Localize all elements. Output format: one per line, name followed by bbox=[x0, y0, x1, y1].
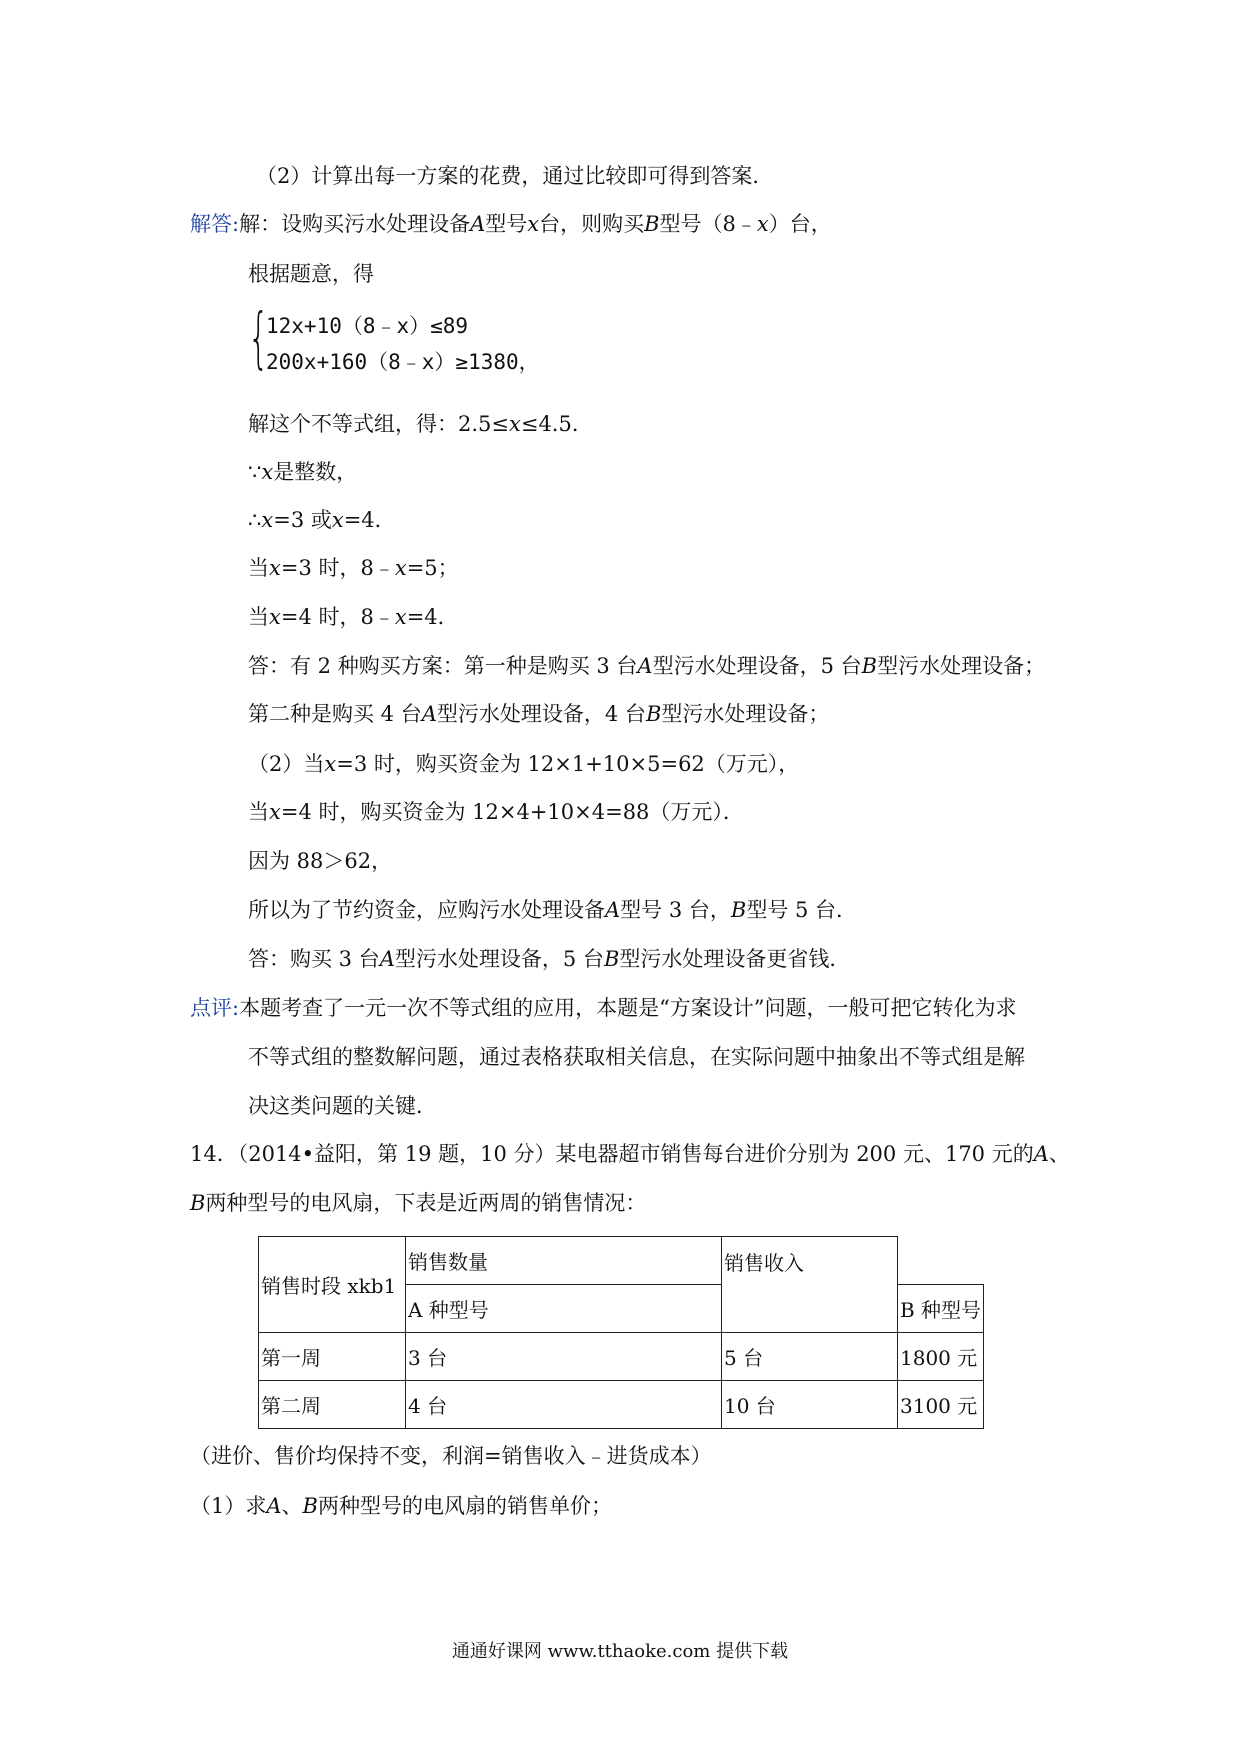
text-span: （2）计算出每一方案的花费，通过比较即可得到答案． bbox=[256, 164, 774, 188]
inequality-1: 12x+10（8﹣x）≤89 bbox=[266, 314, 469, 338]
text-line bbox=[248, 410, 593, 438]
text-span: 型号 3 台， bbox=[620, 898, 731, 922]
question-14-line-2 bbox=[190, 1189, 646, 1217]
math-var: x bbox=[331, 508, 344, 532]
math-var: A bbox=[266, 1494, 282, 1518]
inequality-2 bbox=[266, 348, 540, 376]
text-span: 根据题意，得 bbox=[248, 262, 374, 286]
text-span: =3 或 bbox=[273, 508, 332, 532]
question-14-part-1 bbox=[190, 1492, 612, 1520]
math-var: x bbox=[261, 508, 274, 532]
text-span: 本题考查了一元一次不等式组的应用，本题是“方案设计”问题，一般可把它转化为求 bbox=[239, 996, 1017, 1020]
math-var: x bbox=[394, 605, 407, 629]
text-span: 型号 5 台． bbox=[746, 898, 858, 922]
text-span: 是整数， bbox=[273, 460, 358, 484]
header-cell-period: 销售时段 xkb1 bbox=[259, 1237, 406, 1333]
text-span: 两种型号的电风扇的销售单价； bbox=[317, 1494, 612, 1518]
table-cell: 第一周 bbox=[259, 1333, 406, 1381]
math-var: B bbox=[645, 702, 662, 726]
text-line bbox=[248, 506, 396, 534]
page-footer: 通通好课网 www.tthaoke.com 提供下载 bbox=[451, 1641, 789, 1662]
table-row bbox=[259, 1381, 984, 1429]
math-var: x bbox=[269, 605, 281, 629]
math-var: x bbox=[527, 212, 540, 236]
text-span: ， bbox=[518, 350, 540, 374]
text-span: 型污水处理设备更省钱． bbox=[619, 947, 851, 971]
text-line bbox=[248, 554, 459, 582]
text-span: 台，则购买 bbox=[539, 212, 645, 236]
math-var: x bbox=[509, 412, 521, 436]
text-span: 型污水处理设备，5 台 bbox=[394, 947, 604, 971]
text-span: =4 时，购买资金为 12×4+10×4=88（万元）． bbox=[280, 800, 744, 824]
math-var: A bbox=[379, 947, 395, 971]
text-line bbox=[248, 652, 1045, 680]
sales-table bbox=[258, 1236, 984, 1429]
table-cell: 4 台 bbox=[406, 1381, 722, 1429]
text-span: ≤4.5． bbox=[520, 412, 593, 436]
text-span: =4 时，8﹣ bbox=[280, 605, 395, 629]
text-line bbox=[248, 896, 857, 924]
text-span: 不等式组的整数解问题，通过表格获取相关信息，在实际问题中抽象出不等式组是解 bbox=[248, 1045, 1025, 1069]
math-var: B bbox=[644, 212, 660, 236]
table-row bbox=[259, 1237, 984, 1285]
text-span: 决这类问题的关键． bbox=[248, 1094, 437, 1118]
math-var: A bbox=[637, 654, 653, 678]
text-span: ∴ bbox=[248, 508, 262, 532]
text-span: 型污水处理设备； bbox=[661, 702, 830, 726]
table-cell: 1800 元 bbox=[898, 1333, 984, 1381]
header-cell-revenue: 销售收入 bbox=[722, 1237, 898, 1333]
table-cell: 5 台 bbox=[722, 1333, 898, 1381]
text-line bbox=[248, 260, 374, 288]
math-var: x bbox=[269, 556, 281, 580]
text-span: 14．（2014•益阳，第 19 题，10 分）某电器超市销售每台进价分别为 200 元、170 元的 bbox=[190, 1142, 1034, 1166]
text-span: 答：购买 3 台 bbox=[248, 947, 380, 971]
math-var: x bbox=[756, 212, 769, 236]
answer-label: 解答: bbox=[190, 212, 240, 236]
text-span: =3 时，8﹣ bbox=[280, 556, 395, 580]
comment-line-1 bbox=[190, 994, 1017, 1022]
text-span: 当 bbox=[248, 556, 269, 580]
text-span: 答：有 2 种购买方案：第一种是购买 3 台 bbox=[248, 654, 638, 678]
text-span: 型污水处理设备，5 台 bbox=[652, 654, 862, 678]
math-var: B bbox=[730, 898, 747, 922]
text-span: 型号（8﹣ bbox=[659, 212, 757, 236]
text-line bbox=[248, 945, 850, 973]
text-span: 200x+160（8﹣x）≥1380 bbox=[266, 350, 519, 374]
text-line bbox=[248, 1092, 437, 1120]
text-line bbox=[248, 1043, 1025, 1071]
text-span: 因为 88＞62， bbox=[248, 849, 393, 873]
text-span: 所以为了节约资金，应购污水处理设备 bbox=[248, 898, 605, 922]
header-cell-quantity: 销售数量 bbox=[406, 1237, 722, 1285]
math-var: A bbox=[605, 898, 621, 922]
text-span: 当 bbox=[248, 800, 269, 824]
math-var: A bbox=[421, 702, 437, 726]
text-span: ∵ bbox=[248, 460, 262, 484]
text-span: =3 时，购买资金为 12×1+10×5=62（万元）， bbox=[336, 752, 800, 776]
brace-icon: { bbox=[248, 299, 269, 376]
table-cell: 第二周 bbox=[259, 1381, 406, 1429]
text-line bbox=[248, 750, 799, 778]
math-var: x bbox=[324, 752, 337, 776]
math-var: x bbox=[261, 460, 274, 484]
header-cell-empty bbox=[898, 1237, 984, 1285]
text-line bbox=[248, 847, 392, 875]
text-span: 第二种是购买 4 台 bbox=[248, 702, 422, 726]
text-span: 、 bbox=[1048, 1142, 1070, 1166]
header-cell-type-b: B 种型号 bbox=[898, 1285, 984, 1333]
text-line bbox=[248, 603, 459, 631]
text-span: 解：设购买污水处理设备 bbox=[239, 212, 471, 236]
math-var: B bbox=[603, 947, 620, 971]
math-var: B bbox=[861, 654, 878, 678]
answer-line-1 bbox=[190, 210, 832, 238]
text-span: （进价、售价均保持不变，利润=销售收入﹣进货成本） bbox=[190, 1444, 712, 1468]
text-span: （2）当 bbox=[248, 752, 325, 776]
table-cell: 3100 元 bbox=[898, 1381, 984, 1429]
text-span: 当 bbox=[248, 605, 269, 629]
table-cell: 10 台 bbox=[722, 1381, 898, 1429]
math-var: A bbox=[470, 212, 486, 236]
text-span: =5； bbox=[406, 556, 459, 580]
comment-label: 点评: bbox=[190, 996, 240, 1020]
math-var: B bbox=[302, 1494, 318, 1518]
text-span: 解这个不等式组，得：2.5≤ bbox=[248, 412, 509, 436]
text-span: 、 bbox=[281, 1494, 303, 1518]
math-var: x bbox=[269, 800, 281, 824]
table-row bbox=[259, 1333, 984, 1381]
table-cell: 3 台 bbox=[406, 1333, 722, 1381]
text-span: ）台， bbox=[768, 212, 832, 236]
text-span: =4． bbox=[343, 508, 396, 532]
text-span: 型号 bbox=[485, 212, 528, 236]
math-var: B bbox=[190, 1191, 206, 1215]
text-span: =4． bbox=[406, 605, 459, 629]
text-span: 两种型号的电风扇，下表是近两周的销售情况： bbox=[205, 1191, 647, 1215]
solution-step-2-hint bbox=[256, 162, 773, 190]
math-var: A bbox=[1033, 1142, 1049, 1166]
question-14-line-1 bbox=[190, 1140, 1070, 1168]
text-line bbox=[248, 798, 744, 826]
text-span: 型污水处理设备； bbox=[877, 654, 1046, 678]
text-line bbox=[248, 458, 357, 486]
header-cell-type-a: A 种型号 bbox=[406, 1285, 722, 1333]
text-span: （1）求 bbox=[190, 1494, 267, 1518]
math-var: x bbox=[394, 556, 407, 580]
text-line bbox=[248, 700, 829, 728]
table-note bbox=[190, 1442, 712, 1470]
text-span: 型污水处理设备，4 台 bbox=[436, 702, 646, 726]
